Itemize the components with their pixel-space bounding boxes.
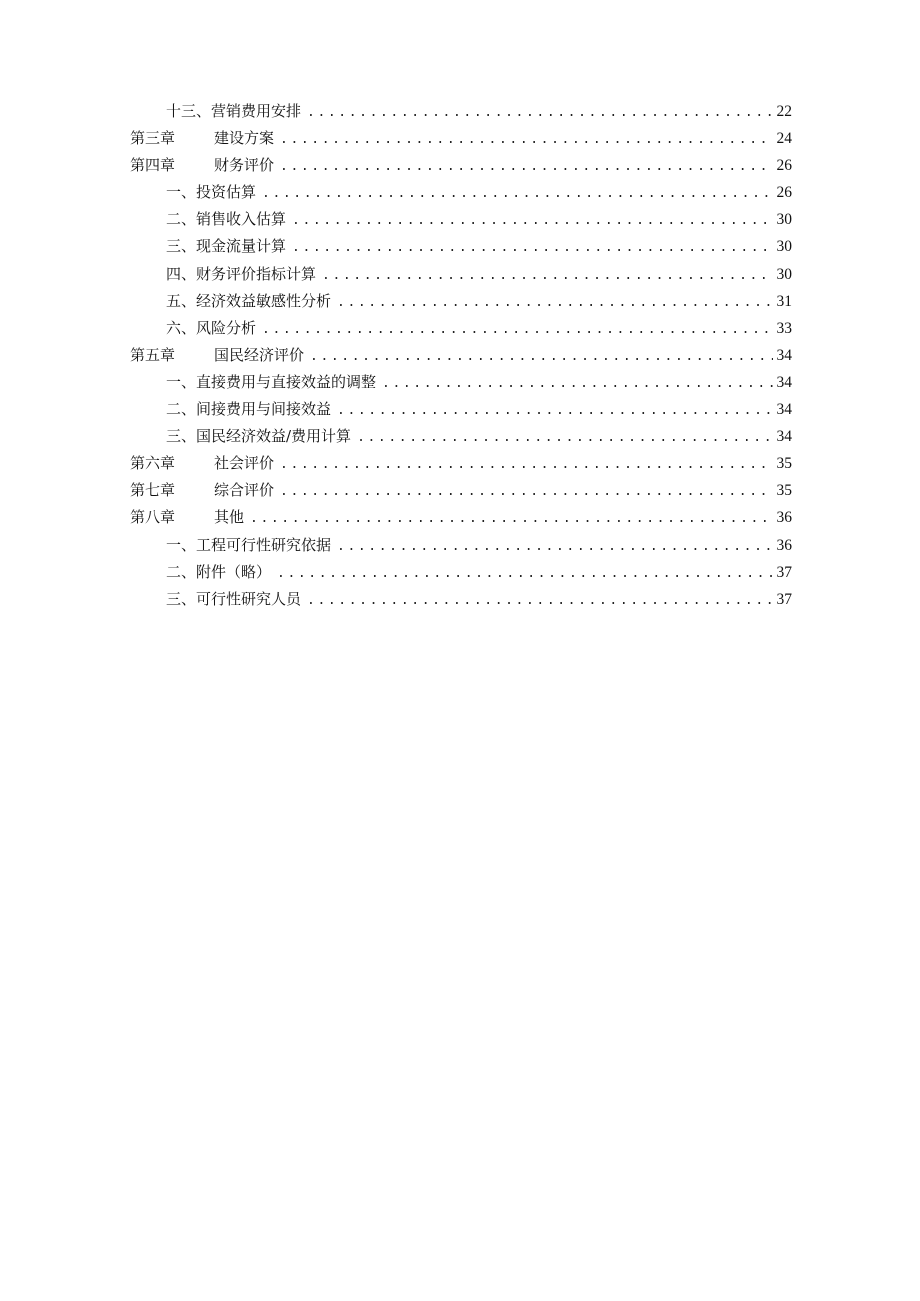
toc-entry-title: 国民经济评价 [214,345,305,364]
toc-entry[interactable] [130,125,792,152]
toc-entry-title: 一、投资估算 [166,183,257,202]
dot-leader [277,560,772,587]
toc-entry-title: 二、附件（略） [166,562,272,581]
toc-entry[interactable] [130,477,792,504]
toc-page-number: 37 [776,590,792,608]
dot-leader [357,424,772,451]
toc-entry-title: 六、风险分析 [166,318,257,337]
toc-page-number: 34 [776,428,792,446]
toc-entry[interactable] [130,504,792,531]
dot-leader [292,234,772,261]
toc-page-number: 30 [776,211,792,229]
toc-page-number: 34 [776,373,792,391]
table-of-contents [130,98,792,613]
toc-chapter-number: 第七章 [130,481,176,500]
toc-entry-title: 三、国民经济效益/费用计算 [166,427,352,446]
dot-leader [322,262,772,289]
dot-leader [382,370,772,397]
toc-page-number: 26 [776,157,792,175]
toc-entry[interactable] [130,315,792,342]
dot-leader [280,451,772,478]
toc-page-number: 26 [776,184,792,202]
toc-entry[interactable] [130,423,792,450]
dot-leader [262,180,772,207]
toc-entry-title: 三、现金流量计算 [166,237,287,256]
toc-entry-title: 社会评价 [214,454,275,473]
toc-entry[interactable] [130,179,792,206]
toc-entry[interactable] [130,98,792,125]
toc-entry-title: 综合评价 [214,481,275,500]
toc-entry[interactable] [130,532,792,559]
toc-page-number: 34 [776,401,792,419]
toc-entry-title: 一、工程可行性研究依据 [166,535,332,554]
toc-page-number: 30 [776,265,792,283]
dot-leader [280,478,772,505]
toc-page-number: 33 [776,319,792,337]
toc-chapter-number: 第四章 [130,156,176,175]
toc-entry[interactable] [130,450,792,477]
toc-entry-title: 财务评价 [214,156,275,175]
toc-page-number: 34 [776,346,792,364]
toc-entry-title: 四、财务评价指标计算 [166,264,317,283]
toc-page-number: 30 [776,238,792,256]
toc-entry-title: 其他 [214,508,245,527]
toc-entry[interactable] [130,206,792,233]
dot-leader [280,153,772,180]
toc-entry-title: 建设方案 [214,129,275,148]
dot-leader [337,289,772,316]
toc-entry[interactable] [130,261,792,288]
toc-entry[interactable] [130,288,792,315]
toc-page-number: 31 [776,292,792,310]
toc-entry[interactable] [130,586,792,613]
toc-page-number: 35 [776,455,792,473]
toc-entry[interactable] [130,152,792,179]
dot-leader [262,316,772,343]
dot-leader [307,99,772,126]
dot-leader [310,343,772,370]
toc-page-number: 22 [776,103,792,120]
toc-entry-title: 二、销售收入估算 [166,210,287,229]
toc-entry-title: 二、间接费用与间接效益 [166,400,332,419]
toc-chapter-number: 第八章 [130,508,176,527]
toc-page-number: 24 [776,130,792,148]
dot-leader [337,397,772,424]
toc-entry-title: 十三、营销费用安排 [166,102,302,120]
dot-leader [250,505,772,532]
toc-page-number: 36 [776,509,792,527]
dot-leader [292,207,772,234]
toc-entry-title: 三、可行性研究人员 [166,589,302,608]
toc-page-number: 36 [776,536,792,554]
toc-page-number: 35 [776,482,792,500]
toc-entry[interactable] [130,233,792,260]
toc-entry[interactable] [130,559,792,586]
dot-leader [280,126,772,153]
toc-entry-title: 一、直接费用与直接效益的调整 [166,372,377,391]
dot-leader [337,533,772,560]
toc-entry[interactable] [130,369,792,396]
toc-chapter-number: 第六章 [130,454,176,473]
toc-chapter-number: 第五章 [130,345,176,364]
dot-leader [307,587,772,614]
toc-entry-title: 五、经济效益敏感性分析 [166,291,332,310]
toc-entry[interactable] [130,396,792,423]
toc-entry[interactable] [130,342,792,369]
toc-chapter-number: 第三章 [130,129,176,148]
toc-page-number: 37 [776,563,792,581]
